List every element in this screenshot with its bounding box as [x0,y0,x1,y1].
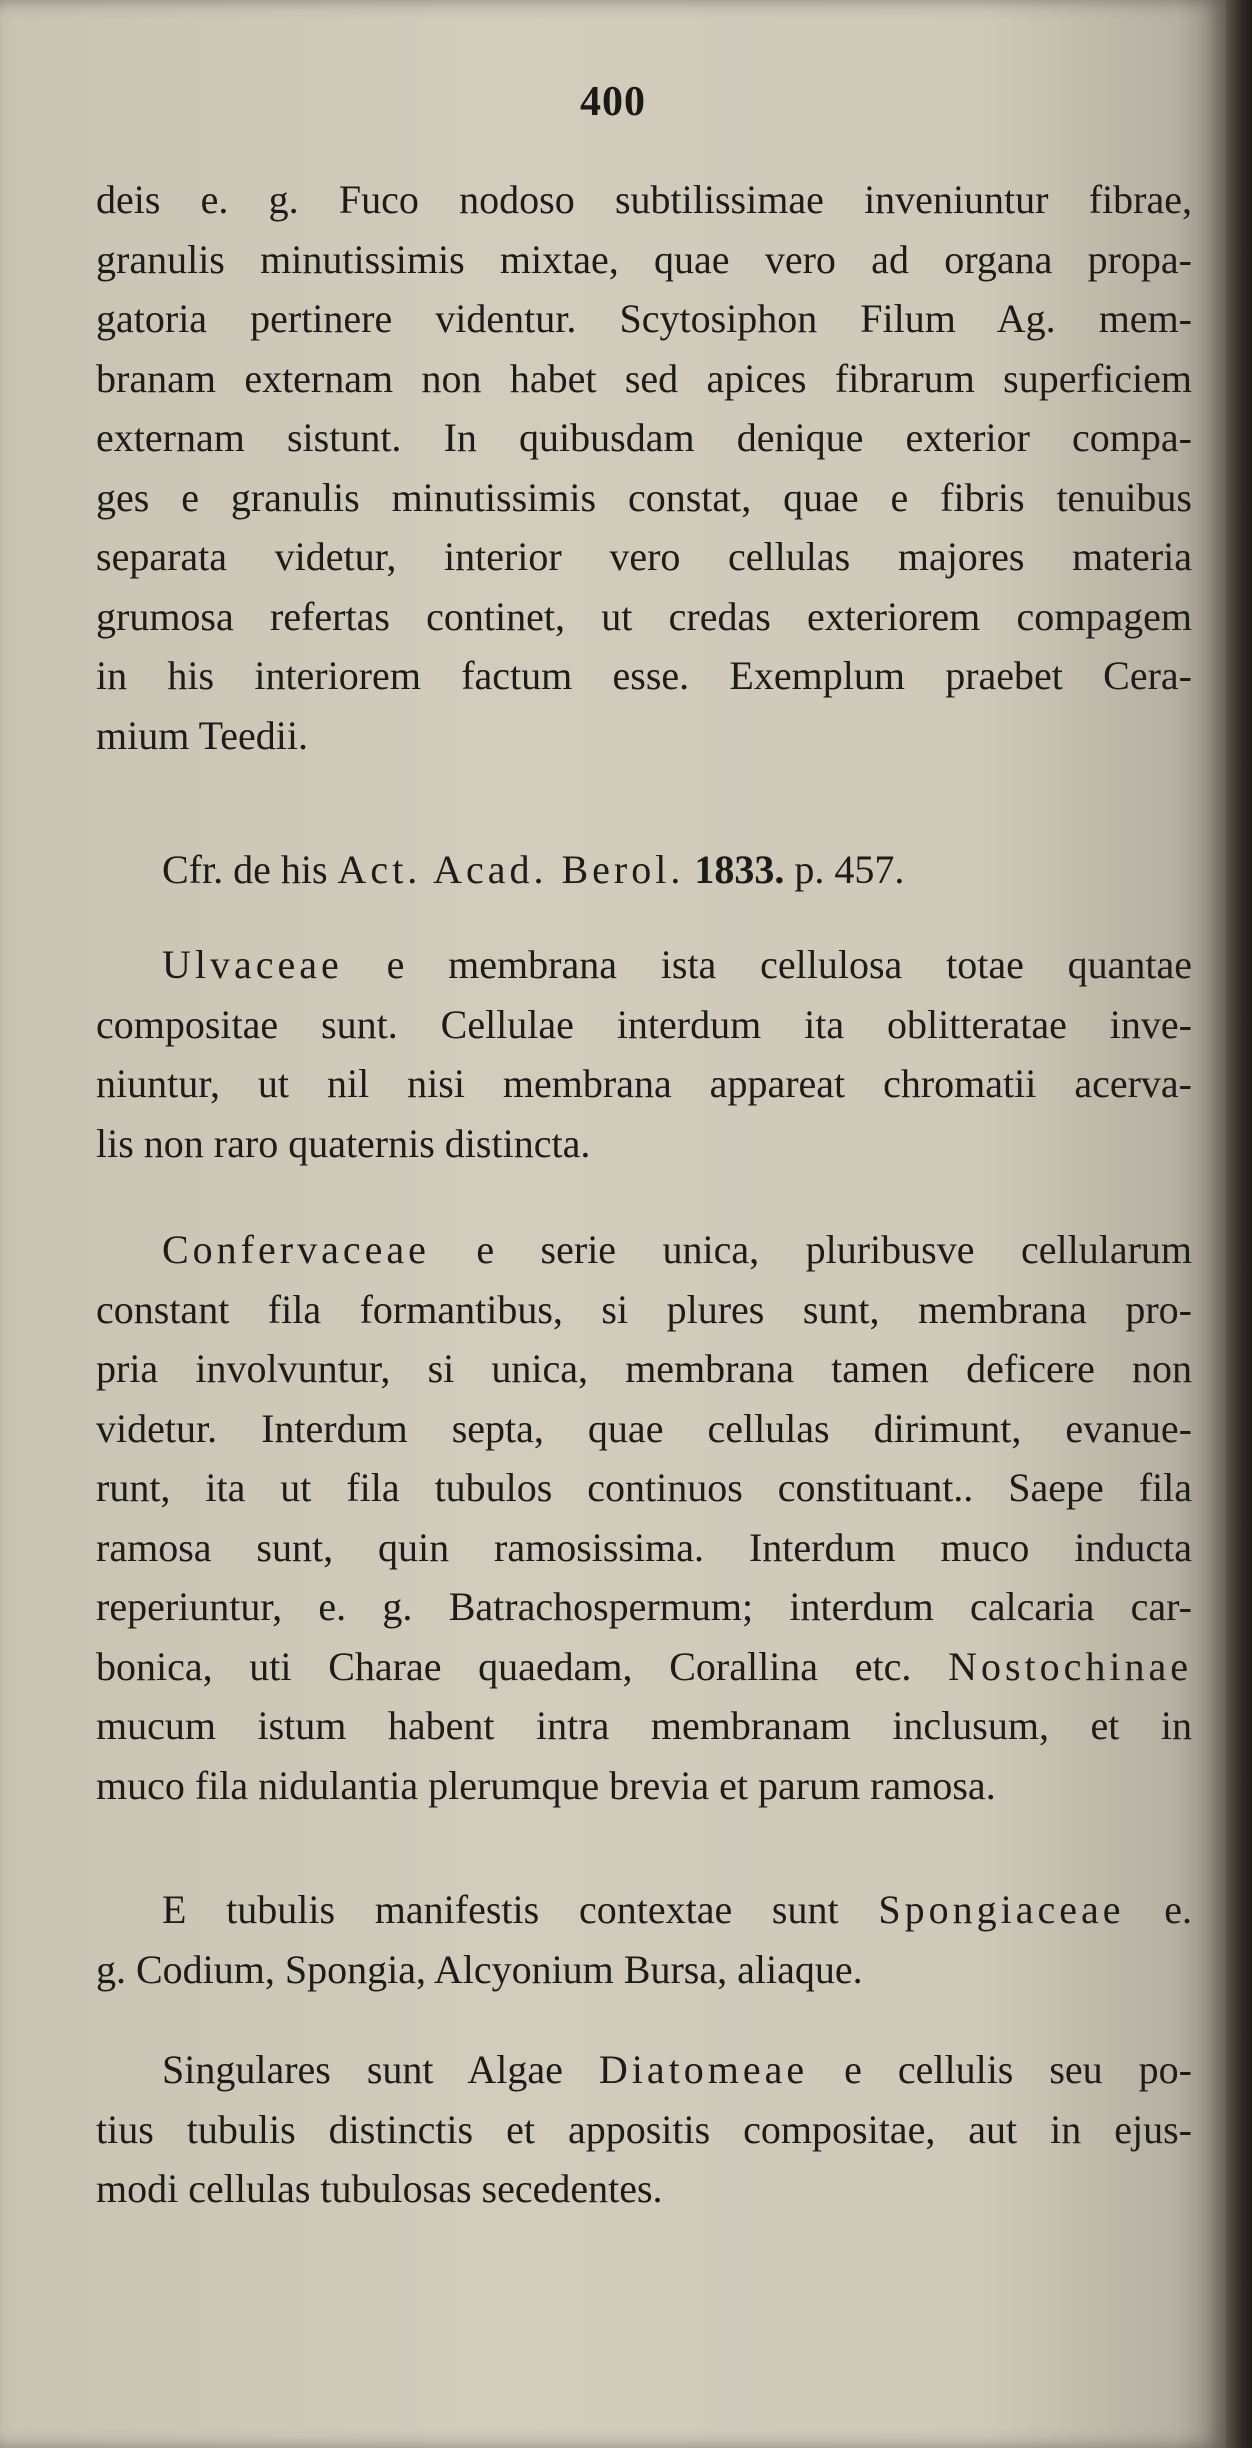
text-fragment: e. [1164,1887,1192,1932]
text-line: branam externam non habet sed apices fibrarum superficiem [96,355,1192,401]
text-line: reperiuntur, e. g. Batrachospermum; interdum calcaria car- [96,1584,1192,1629]
text-line: deis e. g. Fuco nodoso subtilissimae inveniuntur fibrae, [96,177,1192,222]
text-line [96,935,1192,995]
reference-journal: Act. Acad. Berol. [337,847,685,892]
text-line: separata videtur, interior vero cellulas majores materia [96,534,1192,579]
page-number: 400 [580,79,646,125]
text-line: grumosa refertas continet, ut credas exteriorem compagem [96,593,1192,639]
text-line: tius tubulis distinctis et appositis compositae, aut in ejus- [96,2106,1192,2152]
text-fragment: E tubulis manifestis contextae sunt [162,1887,839,1932]
text-fragment: e cellulis seu po- [844,2047,1193,2092]
text-line: pria involvuntur, si unica, membrana tamen deficere non [96,1346,1192,1391]
text-line: ramosa sunt, quin ramosissima. Interdum muco inducta [96,1524,1192,1570]
reference-line [96,840,1192,900]
paragraph-ulvaceae [96,935,1192,1173]
text-line: mucum istum habent intra membranam inclusum, et in [96,1703,1192,1748]
text-line: ges e granulis minutissimis constat, quae e fibris tenuibus [96,474,1192,520]
paragraph-spongiaceae [96,1880,1192,1999]
text-fragment: e membrana ista cellulosa totae quantae [386,942,1193,987]
text-line: in his interiorem factum esse. Exemplum praebet Cera- [96,653,1192,698]
text-line: mium Teedii. [96,712,308,758]
text-line [96,1637,1192,1697]
text-fragment: Singulares sunt Algae [162,2047,563,2092]
taxon-term: Ulvaceae [162,942,343,987]
text-line: compositae sunt. Cellulae interdum ita oblitteratae inve- [96,1001,1192,1047]
text-line [96,1880,1192,1940]
paragraph-diatomeae [96,2040,1192,2219]
reference-year: 1833. [694,847,785,892]
text-line: gatoria pertinere videntur. Scytosiphon Filum Ag. mem- [96,296,1192,341]
text-line: niuntur, ut nil nisi membrana appareat chromatii acerva- [96,1061,1192,1106]
taxon-term: Nostochinae [948,1643,1193,1689]
taxon-term: Spongiaceae [878,1887,1125,1932]
text-line: videtur. Interdum septa, quae cellulas dirimunt, evanue- [96,1405,1192,1451]
text-line: modi cellulas tubulosas secedentes. [96,2166,663,2211]
book-spine-edge [1226,0,1252,2448]
text-line: granulis minutissimis mixtae, quae vero ad organa propa- [96,236,1192,282]
reference-paragraph [96,840,1192,900]
text-line: constant fila formantibus, si plures sunt, membrana pro- [96,1286,1192,1332]
text-line: g. Codium, Spongia, Alcyonium Bursa, aliaque. [96,1946,863,1992]
text-line: muco fila nidulantia plerumque brevia et parum ramosa. [96,1762,996,1808]
text-line: runt, ita ut fila tubulos continuos constituant.. Saepe fila [96,1465,1192,1510]
taxon-term: Diatomeae [598,2047,809,2092]
text-fragment: bonica, uti Charae quaedam, Corallina etc. [96,1643,912,1689]
text-line [96,1220,1192,1280]
reference-page: p. 457. [794,847,905,892]
text-line: lis non raro quaternis distincta. [96,1120,591,1166]
reference-prefix: Cfr. de his [162,847,328,892]
paragraph-confervaceae [96,1220,1192,1815]
taxon-term: Confervaceae [162,1227,430,1272]
paragraph-continuation [96,170,1192,765]
text-line: externam sistunt. In quibusdam denique exterior compa- [96,415,1192,460]
text-line [96,2040,1192,2100]
text-fragment: e serie unica, pluribusve cellularum [476,1227,1193,1272]
